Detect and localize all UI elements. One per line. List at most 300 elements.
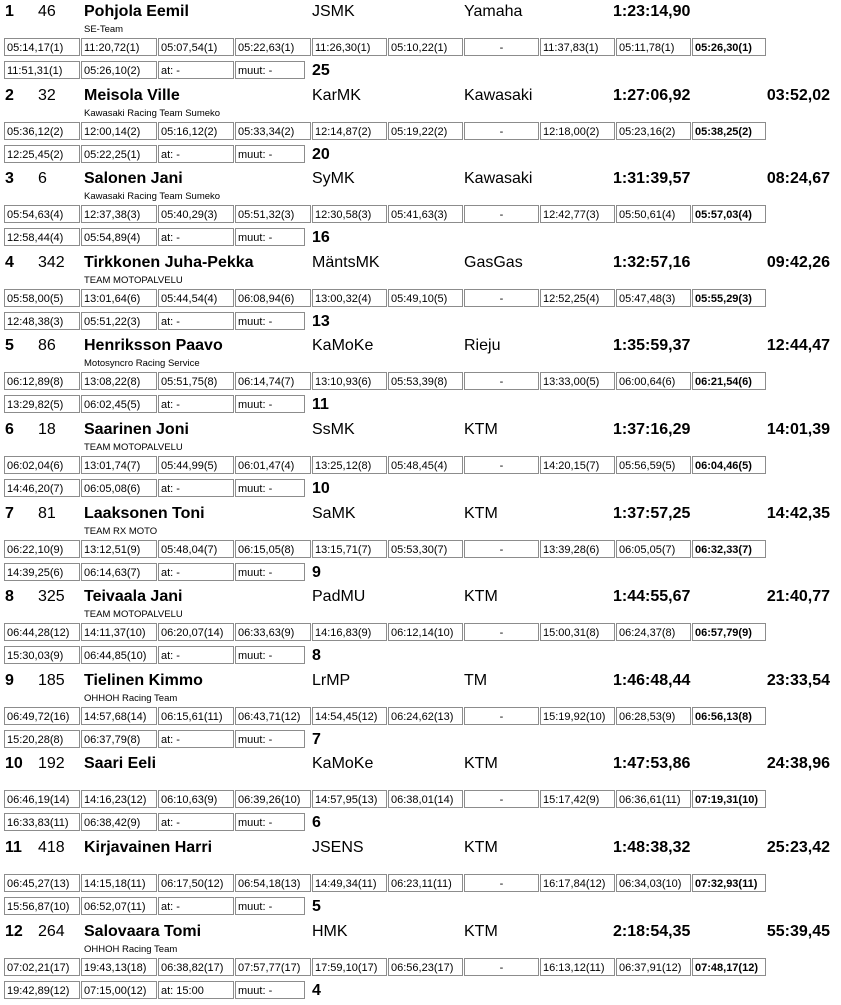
total-time: 2:18:54,35 (613, 922, 691, 940)
lap-time-cell: 14:49,34(11) (312, 874, 387, 892)
race-number: 342 (38, 253, 65, 271)
best-lap-cell: 07:19,31(10) (692, 790, 766, 808)
lap-time-cell: 06:20,07(14) (158, 623, 234, 641)
team-name: Kawasaki Racing Team Sumeko (84, 107, 221, 119)
lap-time-cell: 06:00,64(6) (616, 372, 691, 390)
lap-time-cell: 05:47,48(3) (616, 289, 691, 307)
lap-times-extra (4, 646, 841, 666)
lap-time-cell: 13:10,93(6) (312, 372, 387, 390)
lap-time-cell: 05:48,04(7) (158, 540, 234, 558)
rider-header (0, 752, 841, 776)
muut-cell: muut: - (235, 228, 305, 246)
lap-time-cell: 05:53,30(7) (388, 540, 463, 558)
lap-time-cell: 06:24,37(8) (616, 623, 691, 641)
lap-time-cell: 13:01,74(7) (81, 456, 157, 474)
race-number: 6 (38, 170, 47, 188)
rider-header (0, 836, 841, 860)
lap-time-cell: 06:02,04(6) (4, 456, 80, 474)
lap-time-cell: 06:28,53(9) (616, 707, 691, 725)
lap-time-cell: 05:36,12(2) (4, 122, 80, 140)
lap-time-cell: 05:10,22(1) (388, 38, 463, 56)
lap-time-cell: 12:14,87(2) (312, 122, 387, 140)
rider-row (0, 836, 841, 920)
lap-time-cell: 06:44,28(12) (4, 623, 80, 641)
bike-brand: Rieju (464, 337, 501, 355)
bike-brand: KTM (464, 838, 498, 856)
lap-times (4, 874, 841, 894)
at-cell: at: - (158, 395, 234, 413)
lap-time-cell: 05:11,78(1) (616, 38, 691, 56)
lap-time-cell: 05:58,00(5) (4, 289, 80, 307)
lap-time-cell: 06:56,23(17) (388, 958, 463, 976)
total-time: 1:44:55,67 (613, 588, 691, 606)
rider-name: Salovaara Tomi (84, 922, 202, 940)
lap-time-cell: 06:01,47(4) (235, 456, 311, 474)
lap-time-cell: 15:56,87(10) (4, 897, 80, 915)
lap-time-cell: 06:38,82(17) (158, 958, 234, 976)
club: KarMK (312, 86, 361, 104)
lap-time-cell: 17:59,10(17) (312, 958, 387, 976)
lap-time-cell: 12:37,38(3) (81, 205, 157, 223)
best-lap-cell: 05:26,30(1) (692, 38, 766, 56)
lap-time-cell: 06:14,63(7) (81, 563, 157, 581)
lap-time-cell: 05:16,12(2) (158, 122, 234, 140)
rider-header (0, 418, 841, 442)
time-gap: 09:42,26 (766, 253, 830, 271)
lap-time-cell: - (464, 205, 539, 223)
lap-time-cell: 13:25,12(8) (312, 456, 387, 474)
bike-brand: KTM (464, 755, 498, 773)
lap-time-cell: 11:51,31(1) (4, 61, 80, 79)
lap-time-cell: 13:12,51(9) (81, 540, 157, 558)
at-cell: at: - (158, 646, 234, 664)
race-number: 264 (38, 922, 65, 940)
lap-time-cell: 14:54,45(12) (312, 707, 387, 725)
total-time: 1:35:59,37 (613, 337, 691, 355)
club: MäntsMK (312, 253, 380, 271)
lap-time-cell: 14:16,83(9) (312, 623, 387, 641)
lap-times (4, 289, 841, 309)
lap-time-cell: 06:12,89(8) (4, 372, 80, 390)
position: 4 (5, 253, 14, 271)
lap-time-cell: 14:57,95(13) (312, 790, 387, 808)
club: KaMoKe (312, 337, 374, 355)
lap-time-cell: 05:40,29(3) (158, 205, 234, 223)
rider-header (0, 84, 841, 108)
points: 6 (312, 814, 321, 832)
club: JSMK (312, 3, 355, 20)
lap-time-cell: 06:34,03(10) (616, 874, 691, 892)
lap-time-cell: - (464, 623, 539, 641)
lap-time-cell: 05:22,25(1) (81, 145, 157, 163)
rider-name: Saari Eeli (84, 755, 157, 773)
lap-time-cell: 12:48,38(3) (4, 312, 80, 330)
muut-cell: muut: - (235, 312, 305, 330)
lap-time-cell: 06:54,18(13) (235, 874, 311, 892)
lap-time-cell: 11:37,83(1) (540, 38, 615, 56)
points: 9 (312, 563, 321, 581)
team-name: TEAM MOTOPALVELU (84, 274, 183, 286)
rider-name: Tirkkonen Juha-Pekka (84, 253, 254, 271)
rider-row (0, 251, 841, 335)
position: 12 (5, 922, 23, 940)
lap-times (4, 707, 841, 727)
muut-cell: muut: - (235, 145, 305, 163)
lap-time-cell: 06:24,62(13) (388, 707, 463, 725)
rider-name: Tielinen Kimmo (84, 671, 203, 689)
lap-time-cell: 06:45,27(13) (4, 874, 80, 892)
lap-time-cell: 05:48,45(4) (388, 456, 463, 474)
bike-brand: Yamaha (464, 3, 523, 20)
lap-times (4, 122, 841, 142)
lap-time-cell: 06:02,45(5) (81, 395, 157, 413)
lap-time-cell: 05:44,99(5) (158, 456, 234, 474)
lap-time-cell: 13:08,22(8) (81, 372, 157, 390)
lap-time-cell: 06:49,72(16) (4, 707, 80, 725)
at-cell: at: - (158, 145, 234, 163)
total-time: 1:46:48,44 (613, 671, 691, 689)
lap-time-cell: 06:05,08(6) (81, 479, 157, 497)
lap-time-cell: - (464, 790, 539, 808)
lap-time-cell: 12:42,77(3) (540, 205, 615, 223)
rider-name: Laaksonen Toni (84, 504, 205, 522)
time-gap: 12:44,47 (766, 337, 830, 355)
team-name: OHHOH Racing Team (84, 692, 178, 704)
race-number: 81 (38, 504, 56, 522)
lap-time-cell: 05:26,10(2) (81, 61, 157, 79)
lap-time-cell: 06:39,26(10) (235, 790, 311, 808)
time-gap: 55:39,45 (766, 922, 830, 940)
lap-times-extra (4, 730, 841, 750)
points: 4 (312, 981, 321, 999)
position: 3 (5, 170, 14, 188)
lap-times-extra (4, 813, 841, 833)
rider-name: Henriksson Paavo (84, 337, 223, 355)
time-gap: 14:01,39 (766, 420, 830, 438)
lap-times (4, 372, 841, 392)
rider-header (0, 920, 841, 944)
best-lap-cell: 07:48,17(12) (692, 958, 766, 976)
lap-time-cell: 13:01,64(6) (81, 289, 157, 307)
total-time: 1:27:06,92 (613, 86, 691, 104)
rider-header (0, 167, 841, 191)
total-time: 1:37:57,25 (613, 504, 691, 522)
team-name: Kawasaki Racing Team Sumeko (84, 191, 221, 203)
muut-cell: muut: - (235, 479, 305, 497)
points: 20 (312, 145, 330, 163)
lap-times (4, 205, 841, 225)
lap-time-cell: 05:53,39(8) (388, 372, 463, 390)
at-cell: at: - (158, 563, 234, 581)
lap-time-cell: 13:00,32(4) (312, 289, 387, 307)
bike-brand: Kawasaki (464, 170, 533, 188)
at-cell: at: 15:00 (158, 981, 234, 999)
lap-time-cell: 05:54,63(4) (4, 205, 80, 223)
lap-times-extra (4, 145, 841, 165)
points: 10 (312, 479, 330, 497)
at-cell: at: - (158, 479, 234, 497)
lap-times (4, 456, 841, 476)
rider-row (0, 334, 841, 418)
lap-time-cell: 13:33,00(5) (540, 372, 615, 390)
points: 13 (312, 312, 330, 330)
muut-cell: muut: - (235, 646, 305, 664)
lap-time-cell: 05:23,16(2) (616, 122, 691, 140)
lap-time-cell: 13:29,82(5) (4, 395, 80, 413)
club: KaMoKe (312, 755, 374, 773)
at-cell: at: - (158, 813, 234, 831)
lap-times-extra (4, 61, 841, 81)
lap-time-cell: 14:46,20(7) (4, 479, 80, 497)
at-cell: at: - (158, 897, 234, 915)
lap-times (4, 790, 841, 810)
lap-time-cell: - (464, 958, 539, 976)
lap-times (4, 623, 841, 643)
club: PadMU (312, 588, 366, 606)
lap-time-cell: 12:52,25(4) (540, 289, 615, 307)
rider-row (0, 669, 841, 753)
rider-name: Salonen Jani (84, 170, 183, 188)
muut-cell: muut: - (235, 813, 305, 831)
lap-time-cell: 05:33,34(2) (235, 122, 311, 140)
muut-cell: muut: - (235, 61, 305, 79)
lap-time-cell: - (464, 874, 539, 892)
time-gap: 21:40,77 (766, 588, 830, 606)
total-time: 1:32:57,16 (613, 253, 691, 271)
lap-time-cell: 13:15,71(7) (312, 540, 387, 558)
lap-time-cell: 14:20,15(7) (540, 456, 615, 474)
lap-time-cell: - (464, 707, 539, 725)
lap-time-cell: 13:39,28(6) (540, 540, 615, 558)
race-number: 86 (38, 337, 56, 355)
lap-time-cell: 06:43,71(12) (235, 707, 311, 725)
lap-time-cell: 15:17,42(9) (540, 790, 615, 808)
race-number: 32 (38, 86, 56, 104)
lap-time-cell: 05:22,63(1) (235, 38, 311, 56)
team-name: TEAM RX MOTO (84, 525, 158, 537)
lap-time-cell: 14:39,25(6) (4, 563, 80, 581)
lap-time-cell: 15:19,92(10) (540, 707, 615, 725)
rider-header (0, 502, 841, 526)
rider-row (0, 0, 841, 84)
lap-time-cell: 06:23,11(11) (388, 874, 463, 892)
at-cell: at: - (158, 312, 234, 330)
lap-time-cell: 05:51,32(3) (235, 205, 311, 223)
lap-time-cell: 15:30,03(9) (4, 646, 80, 664)
lap-time-cell: 05:49,10(5) (388, 289, 463, 307)
lap-time-cell: 07:02,21(17) (4, 958, 80, 976)
lap-time-cell: - (464, 289, 539, 307)
lap-time-cell: 06:22,10(9) (4, 540, 80, 558)
position: 9 (5, 671, 14, 689)
lap-time-cell: 06:10,63(9) (158, 790, 234, 808)
lap-time-cell: 06:52,07(11) (81, 897, 157, 915)
lap-time-cell: 16:33,83(11) (4, 813, 80, 831)
lap-time-cell: 12:58,44(4) (4, 228, 80, 246)
rider-header (0, 669, 841, 693)
rider-header (0, 585, 841, 609)
team-name: TEAM MOTOPALVELU (84, 609, 183, 621)
lap-time-cell: 16:17,84(12) (540, 874, 615, 892)
lap-time-cell: 15:00,31(8) (540, 623, 615, 641)
race-number: 18 (38, 420, 56, 438)
lap-time-cell: 05:56,59(5) (616, 456, 691, 474)
lap-time-cell: - (464, 38, 539, 56)
rider-row (0, 920, 841, 1004)
rider-name: Saarinen Joni (84, 420, 189, 438)
rider-header (0, 251, 841, 275)
club: SyMK (312, 170, 355, 188)
bike-brand: KTM (464, 420, 498, 438)
club: JSENS (312, 838, 364, 856)
lap-time-cell: 05:41,63(3) (388, 205, 463, 223)
lap-time-cell: 14:15,18(11) (81, 874, 157, 892)
lap-time-cell: 06:38,42(9) (81, 813, 157, 831)
position: 11 (5, 838, 22, 856)
position: 5 (5, 337, 14, 355)
time-gap: 25:23,42 (766, 838, 830, 856)
race-number: 418 (38, 838, 65, 856)
lap-time-cell: 12:25,45(2) (4, 145, 80, 163)
lap-time-cell: 05:44,54(4) (158, 289, 234, 307)
lap-time-cell: 07:57,77(17) (235, 958, 311, 976)
time-gap: 23:33,54 (766, 671, 830, 689)
rider-row (0, 585, 841, 669)
lap-time-cell: - (464, 122, 539, 140)
lap-time-cell: 06:37,91(12) (616, 958, 691, 976)
lap-time-cell: 06:33,63(9) (235, 623, 311, 641)
rider-row (0, 752, 841, 836)
points: 11 (312, 396, 329, 414)
lap-times-extra (4, 479, 841, 499)
lap-time-cell: - (464, 456, 539, 474)
rider-header (0, 0, 841, 24)
lap-time-cell: 11:20,72(1) (81, 38, 157, 56)
best-lap-cell: 06:04,46(5) (692, 456, 766, 474)
race-number: 185 (38, 671, 65, 689)
best-lap-cell: 06:57,79(9) (692, 623, 766, 641)
points: 25 (312, 62, 330, 79)
lap-time-cell: 15:20,28(8) (4, 730, 80, 748)
best-lap-cell: 06:56,13(8) (692, 707, 766, 725)
bike-brand: GasGas (464, 253, 523, 271)
time-gap: 24:38,96 (766, 755, 830, 773)
bike-brand: KTM (464, 588, 498, 606)
points: 5 (312, 897, 321, 915)
lap-time-cell: - (464, 372, 539, 390)
lap-time-cell: - (464, 540, 539, 558)
lap-time-cell: 05:54,89(4) (81, 228, 157, 246)
lap-time-cell: 06:36,61(11) (616, 790, 691, 808)
race-number: 46 (38, 3, 56, 20)
best-lap-cell: 05:57,03(4) (692, 205, 766, 223)
time-gap: 03:52,02 (766, 86, 830, 104)
lap-time-cell: 06:15,05(8) (235, 540, 311, 558)
lap-time-cell: 14:16,23(12) (81, 790, 157, 808)
lap-time-cell: 05:14,17(1) (4, 38, 80, 56)
position: 8 (5, 588, 14, 606)
total-time: 1:37:16,29 (613, 420, 691, 438)
lap-time-cell: 06:44,85(10) (81, 646, 157, 664)
lap-time-cell: 05:19,22(2) (388, 122, 463, 140)
lap-time-cell: 06:46,19(14) (4, 790, 80, 808)
rider-header (0, 334, 841, 358)
lap-time-cell: 07:15,00(12) (81, 981, 157, 999)
at-cell: at: - (158, 61, 234, 79)
lap-times-extra (4, 981, 841, 1001)
points: 16 (312, 229, 330, 247)
bike-brand: KTM (464, 504, 498, 522)
lap-time-cell: 05:51,22(3) (81, 312, 157, 330)
time-gap: 08:24,67 (766, 170, 830, 188)
position: 7 (5, 504, 14, 522)
lap-times (4, 958, 841, 978)
team-name: Motosyncro Racing Service (84, 358, 200, 370)
lap-time-cell: 06:14,74(7) (235, 372, 311, 390)
position: 1 (5, 3, 14, 20)
lap-time-cell: 06:05,05(7) (616, 540, 691, 558)
team-name: OHHOH Racing Team (84, 943, 178, 955)
muut-cell: muut: - (235, 563, 305, 581)
best-lap-cell: 07:32,93(11) (692, 874, 766, 892)
lap-time-cell: 14:11,37(10) (81, 623, 157, 641)
lap-time-cell: 06:08,94(6) (235, 289, 311, 307)
lap-time-cell: 19:42,89(12) (4, 981, 80, 999)
total-time: 1:47:53,86 (613, 755, 691, 773)
lap-times (4, 540, 841, 560)
total-time: 1:31:39,57 (613, 170, 691, 188)
total-time: 1:23:14,90 (613, 3, 691, 20)
club: SaMK (312, 504, 356, 522)
team-name: SE-Team (84, 24, 124, 35)
club: SsMK (312, 420, 355, 438)
lap-time-cell: 19:43,13(18) (81, 958, 157, 976)
club: HMK (312, 922, 348, 940)
club: LrMP (312, 671, 351, 689)
lap-time-cell: 05:51,75(8) (158, 372, 234, 390)
rider-name: Meisola Ville (84, 86, 180, 104)
rider-name: Pohjola Eemil (84, 3, 189, 20)
best-lap-cell: 05:38,25(2) (692, 122, 766, 140)
lap-times-extra (4, 312, 841, 332)
best-lap-cell: 06:32,33(7) (692, 540, 766, 558)
lap-time-cell: 06:38,01(14) (388, 790, 463, 808)
rider-row (0, 418, 841, 502)
rider-name: Teivaala Jani (84, 588, 183, 606)
lap-times-extra (4, 228, 841, 248)
race-number: 192 (38, 755, 65, 773)
lap-times-extra (4, 897, 841, 917)
bike-brand: KTM (464, 922, 498, 940)
bike-brand: Kawasaki (464, 86, 533, 104)
lap-times-extra (4, 395, 841, 415)
team-name: TEAM MOTOPALVELU (84, 441, 183, 453)
lap-time-cell: 16:13,12(11) (540, 958, 615, 976)
lap-time-cell: 05:07,54(1) (158, 38, 234, 56)
rider-row (0, 84, 841, 168)
points: 7 (312, 730, 321, 748)
rider-row (0, 167, 841, 251)
lap-time-cell: 06:17,50(12) (158, 874, 234, 892)
points: 8 (312, 647, 321, 665)
at-cell: at: - (158, 730, 234, 748)
race-number: 325 (38, 588, 65, 606)
lap-time-cell: 06:37,79(8) (81, 730, 157, 748)
at-cell: at: - (158, 228, 234, 246)
lap-time-cell: 06:15,61(11) (158, 707, 234, 725)
lap-time-cell: 12:30,58(3) (312, 205, 387, 223)
muut-cell: muut: - (235, 730, 305, 748)
